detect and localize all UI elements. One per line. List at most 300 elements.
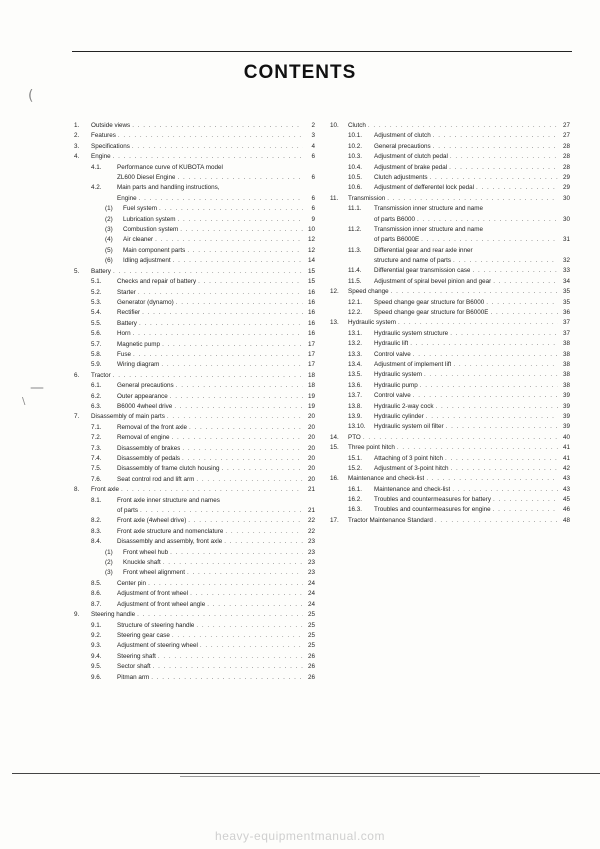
toc-entry-title: of parts B6000E — [374, 236, 420, 244]
toc-leader-dots — [484, 298, 558, 308]
toc-entry — [330, 412, 570, 422]
toc-entry-page: 19 — [307, 402, 315, 410]
toc-entry-page: 20 — [307, 465, 315, 473]
toc-entry-title: Combustion system — [123, 226, 179, 234]
toc-entry-number: (3) — [105, 569, 113, 577]
toc-entry — [74, 131, 315, 141]
toc-entry — [74, 173, 315, 183]
toc-entry — [74, 204, 315, 214]
toc-entry-number: 13.9. — [348, 412, 363, 420]
toc-entry-title: Adjustment of 3-point hitch — [374, 464, 449, 472]
toc-entry-number: 6. — [74, 371, 80, 379]
toc-entry-page: 27 — [562, 132, 570, 140]
toc-entry — [330, 194, 570, 204]
toc-entry-page: 14 — [307, 257, 315, 265]
toc-entry-page: 17 — [307, 340, 315, 348]
toc-entry-number: 14. — [330, 433, 339, 441]
toc-entry-title: Removal of the front axle — [117, 423, 188, 431]
toc-entry-number: 4.1. — [91, 163, 102, 171]
toc-entry-title: Speed change gear structure for B6000 — [374, 298, 485, 306]
toc-entry-number: (2) — [105, 215, 113, 223]
toc-entry-page: 38 — [562, 371, 570, 379]
toc-entry-title: Idling adjustment — [123, 257, 171, 265]
toc-leader-dots — [170, 631, 303, 641]
toc-entry — [74, 454, 315, 464]
toc-entry-page: 12 — [307, 236, 315, 244]
toc-entry-page: 20 — [307, 423, 315, 431]
toc-entry-page: 39 — [562, 423, 570, 431]
toc-entry — [74, 496, 315, 506]
toc-entry-page: 20 — [307, 455, 315, 462]
toc-entry — [74, 308, 315, 318]
toc-entry-title: Steering shaft — [117, 652, 156, 660]
toc-entry-number: 7.6. — [91, 475, 102, 483]
toc-entry — [74, 558, 315, 568]
toc-entry — [330, 474, 570, 484]
toc-entry-page: 19 — [307, 392, 315, 400]
page-title: CONTENTS — [243, 62, 357, 83]
toc-entry-title: Front wheel hub — [123, 548, 169, 556]
toc-entry-title: Main parts and handling instructions, — [117, 184, 220, 192]
toc-entry-page: 18 — [307, 382, 315, 390]
toc-entry — [74, 537, 315, 547]
toc-leader-dots — [168, 548, 303, 558]
toc-left-column — [74, 121, 315, 683]
toc-entry-number: 10.3. — [348, 153, 363, 161]
toc-entry-number: 11.1. — [348, 205, 362, 213]
toc-entry-page: 24 — [307, 579, 315, 587]
toc-entry — [74, 464, 315, 474]
toc-leader-dots — [415, 215, 558, 225]
toc-entry-title: PTO — [348, 433, 361, 441]
toc-entry-title: Front wheel alignment — [123, 569, 185, 577]
toc-leader-dots — [176, 215, 304, 225]
toc-entry-number: 13.7. — [348, 392, 363, 400]
toc-entry-page: 15 — [307, 267, 315, 275]
toc-leader-dots — [396, 318, 558, 328]
toc-entry-page: 24 — [307, 590, 315, 598]
toc-entry-title: Tractor — [91, 371, 111, 379]
toc-entry-title: Differential gear and rear axle inner — [374, 246, 473, 254]
toc-entry-page: 41 — [562, 454, 570, 462]
toc-entry-title: General precautions — [374, 142, 431, 150]
toc-leader-dots — [418, 381, 558, 391]
toc-entry — [330, 464, 570, 474]
toc-entry-number: 9.6. — [91, 673, 102, 681]
toc-entry — [330, 298, 570, 308]
toc-entry-title: Fuse — [117, 350, 131, 358]
toc-entry-number: 6.2. — [91, 392, 102, 400]
toc-leader-dots — [431, 131, 558, 141]
toc-leader-dots — [156, 652, 303, 662]
toc-entry — [330, 516, 570, 526]
toc-leader-dots — [419, 235, 558, 245]
toc-entry-title: Control valve — [374, 350, 411, 358]
toc-entry-number: 3. — [74, 142, 80, 150]
toc-entry — [330, 433, 570, 443]
toc-leader-dots — [223, 527, 303, 537]
toc-entry — [330, 308, 570, 318]
toc-leader-dots — [187, 423, 303, 433]
toc-leader-dots — [168, 392, 303, 402]
toc-entry-page: 31 — [562, 236, 570, 244]
toc-entry-title: Starter — [117, 288, 136, 296]
toc-leader-dots — [444, 422, 558, 432]
toc-entry-number: (2) — [105, 559, 113, 567]
toc-leader-dots — [196, 277, 303, 287]
toc-entry-number: (6) — [105, 257, 113, 265]
toc-entry-number: 5.8. — [91, 350, 102, 358]
toc-entry-page: 29 — [562, 173, 570, 181]
toc-entry-page: 3 — [311, 132, 315, 140]
toc-entry — [74, 152, 315, 162]
toc-entry-title: structure and name of parts — [374, 257, 452, 265]
toc-entry-title: Battery — [91, 267, 111, 275]
toc-leader-dots — [222, 537, 303, 547]
toc-entry-page: 45 — [562, 496, 570, 504]
toc-entry-title: Adjustment of defferentel lock pedal — [374, 184, 474, 192]
toc-leader-dots — [175, 173, 303, 183]
toc-entry — [74, 319, 315, 329]
toc-entry-title: Rectifier — [117, 309, 141, 317]
toc-entry — [74, 475, 315, 485]
toc-entry-number: 4. — [74, 153, 80, 161]
toc-entry-title: Clutch adjustments — [374, 173, 428, 181]
toc-leader-dots — [180, 444, 303, 454]
toc-entry-number: 16.3. — [348, 506, 363, 514]
toc-entry-title: Generator (dynamo) — [117, 298, 174, 306]
toc-entry-number: 10. — [330, 122, 339, 129]
toc-leader-dots — [153, 235, 303, 245]
toc-entry-number: 9.2. — [91, 631, 102, 639]
toc-leader-dots — [161, 558, 303, 568]
toc-leader-dots — [185, 568, 303, 578]
toc-entry-number: 10.6. — [348, 184, 363, 192]
toc-entry — [330, 391, 570, 401]
toc-entry-page: 28 — [562, 142, 570, 150]
toc-leader-dots — [131, 329, 303, 339]
toc-entry-number: 9.4. — [91, 652, 102, 660]
toc-leader-dots — [130, 142, 303, 152]
toc-entry — [74, 506, 315, 516]
toc-entry-title: Engine — [91, 153, 111, 161]
toc-leader-dots — [488, 308, 558, 318]
toc-leader-dots — [491, 495, 558, 505]
toc-entry-title: Attaching of 3 point hitch — [374, 454, 443, 462]
toc-entry-page: 17 — [307, 361, 315, 369]
toc-entry — [74, 527, 315, 537]
toc-entry-number: 4.2. — [91, 184, 102, 192]
toc-entry-page: 40 — [562, 433, 570, 441]
toc-entry-number: 16. — [330, 475, 339, 483]
toc-entry-number: 5.4. — [91, 309, 102, 317]
toc-entry — [330, 402, 570, 412]
toc-entry — [74, 673, 315, 683]
toc-entry-page: 20 — [307, 413, 315, 421]
toc-entry-number: 13.2. — [348, 340, 363, 348]
toc-entry-page: 43 — [562, 475, 570, 483]
toc-entry-title: Specifications — [91, 142, 130, 150]
toc-entry-title: Transmission — [348, 194, 386, 202]
toc-entry — [330, 183, 570, 193]
toc-entry-page: 37 — [562, 329, 570, 337]
toc-entry-number: 10.4. — [348, 163, 363, 171]
toc-entry-title: Front axle inner structure and names — [117, 496, 220, 504]
toc-entry — [74, 568, 315, 578]
toc-entry-title: Speed change — [348, 288, 389, 296]
toc-entry — [74, 288, 315, 298]
toc-leader-dots — [433, 516, 558, 526]
toc-leader-dots — [385, 194, 558, 204]
toc-entry-page: 16 — [307, 298, 315, 306]
toc-entry-title: Adjustment of implement lift — [374, 360, 452, 368]
toc-entry-title: Steering handle — [91, 611, 136, 619]
toc-entry-page: 48 — [562, 516, 570, 524]
toc-entry-title: Differential gear transmission case — [374, 267, 471, 275]
toc-entry-page: 25 — [307, 642, 315, 650]
toc-entry-page: 16 — [307, 309, 315, 317]
toc-entry-page: 23 — [307, 559, 315, 567]
toc-entry — [74, 392, 315, 402]
toc-entry — [330, 485, 570, 495]
toc-entry-page: 16 — [307, 319, 315, 327]
toc-entry — [74, 516, 315, 526]
toc-entry-number: 13.5. — [348, 371, 363, 379]
toc-entry-title: Maintenance and check-list — [374, 485, 451, 493]
toc-entry-title: Removal of engine — [117, 434, 170, 442]
toc-entry-number: 12.2. — [348, 309, 363, 317]
toc-entry-page: 17 — [307, 350, 315, 358]
toc-entry-number: 6.3. — [91, 402, 102, 410]
toc-entry-number: 8.2. — [91, 517, 102, 525]
toc-leader-dots — [411, 350, 558, 360]
toc-entry-page: 36 — [562, 309, 570, 317]
toc-entry — [74, 662, 315, 672]
toc-entry-number: 5.1. — [91, 278, 102, 286]
toc-entry-number: 16.2. — [348, 496, 363, 504]
toc-entry-number: 5.5. — [91, 319, 102, 327]
toc-entry-page: 38 — [562, 381, 570, 389]
toc-entry-number: 13. — [330, 319, 339, 327]
margin-mark: \ — [22, 396, 26, 407]
toc-entry — [74, 225, 315, 235]
toc-entry-number: 5.9. — [91, 361, 102, 369]
margin-mark: ( — [28, 88, 34, 104]
toc-leader-dots — [178, 225, 303, 235]
toc-entry — [74, 402, 315, 412]
toc-entry-title: Hydraulic system — [348, 319, 396, 327]
toc-entry-page: 2 — [311, 122, 315, 129]
toc-entry — [330, 370, 570, 380]
toc-leader-dots — [431, 142, 558, 152]
toc-entry-title: Magnetic pump — [117, 340, 161, 348]
toc-leader-dots — [119, 485, 303, 495]
watermark: heavy-equipmentmanual.com — [215, 829, 385, 843]
toc-leader-dots — [174, 381, 303, 391]
toc-leader-dots — [361, 433, 558, 443]
toc-entry-page: 6 — [311, 153, 315, 161]
toc-entry-title: Adjustment of steering wheel — [117, 642, 198, 650]
toc-entry-title: Maintenance and check-list — [348, 475, 425, 483]
toc-entry-title: Steering gear case — [117, 631, 170, 639]
toc-leader-dots — [449, 464, 558, 474]
toc-entry-page: 9 — [311, 215, 315, 223]
toc-entry — [330, 173, 570, 183]
toc-entry-title: Wiring diagram — [117, 361, 160, 369]
toc-entry-number: 2. — [74, 132, 80, 140]
toc-entry-number: 12.1. — [348, 298, 363, 306]
top-rule — [72, 51, 572, 52]
bottom-rule — [12, 773, 600, 774]
toc-entry-title: Disassembly of frame clutch housing — [117, 465, 220, 473]
toc-entry-title: Hydraulic cylinder — [374, 412, 424, 420]
toc-entry-title: Sector shaft — [117, 663, 151, 671]
toc-entry-page: 39 — [562, 402, 570, 410]
toc-entry — [74, 412, 315, 422]
toc-leader-dots — [188, 589, 303, 599]
toc-entry-title: Features — [91, 132, 116, 140]
toc-entry-page: 30 — [562, 215, 570, 223]
toc-entry-title: Engine — [117, 194, 137, 202]
toc-leader-dots — [389, 287, 558, 297]
toc-entry-title: of parts B6000 — [374, 215, 415, 223]
toc-entry-number: 8.5. — [91, 579, 102, 587]
toc-leader-dots — [411, 391, 558, 401]
toc-entry — [330, 246, 570, 256]
toc-entry-page: 23 — [307, 548, 315, 556]
toc-entry-page: 38 — [562, 360, 570, 368]
toc-entry — [330, 287, 570, 297]
toc-entry-title: Structure of steering handle — [117, 621, 195, 629]
toc-entry — [74, 600, 315, 610]
toc-entry-page: 39 — [562, 412, 570, 420]
toc-entry-number: 5.2. — [91, 288, 102, 296]
toc-entry-title: ZL600 Diesel Engine — [117, 174, 176, 182]
toc-leader-dots — [491, 277, 558, 287]
toc-entry — [74, 631, 315, 641]
toc-entry-number: 8.1. — [91, 496, 102, 504]
toc-entry-page: 30 — [562, 194, 570, 202]
toc-entry-page: 25 — [307, 621, 315, 629]
toc-entry-page: 27 — [562, 122, 570, 129]
toc-leader-dots — [205, 600, 303, 610]
toc-entry — [74, 256, 315, 266]
toc-entry-title: Outside views — [91, 122, 131, 129]
toc-entry-number: 9. — [74, 611, 80, 619]
toc-entry-number: 7. — [74, 413, 80, 421]
toc-leader-dots — [451, 360, 558, 370]
toc-entry-page: 20 — [307, 475, 315, 483]
toc-leader-dots — [171, 256, 303, 266]
toc-leader-dots — [408, 339, 558, 349]
toc-entry — [330, 142, 570, 152]
toc-leader-dots — [137, 194, 303, 204]
toc-leader-dots — [448, 329, 558, 339]
toc-entry-page: 4 — [311, 142, 315, 150]
toc-entry-page: 37 — [562, 319, 570, 327]
toc-entry-title: Air cleaner — [123, 236, 154, 244]
toc-entry — [74, 589, 315, 599]
toc-entry-title: Disassembly of main parts — [91, 413, 165, 421]
toc-entry — [74, 621, 315, 631]
toc-leader-dots — [157, 204, 303, 214]
toc-entry-number: 7.2. — [91, 434, 102, 442]
toc-leader-dots — [111, 267, 303, 277]
toc-entry — [330, 350, 570, 360]
toc-entry-title: Battery — [117, 319, 137, 327]
toc-entry-number: 16.1. — [348, 485, 363, 493]
toc-leader-dots — [130, 121, 303, 131]
toc-entry-title: Disassembly of pedals — [117, 455, 180, 462]
toc-entry — [330, 318, 570, 328]
toc-entry-title: General precautions — [117, 382, 174, 390]
toc-entry-page: 16 — [307, 330, 315, 338]
toc-entry-number: 11.4. — [348, 267, 362, 275]
toc-right-column — [330, 121, 570, 526]
toc-entry-title: Outer appearance — [117, 392, 168, 400]
toc-leader-dots — [186, 516, 303, 526]
toc-leader-dots — [146, 579, 303, 589]
toc-leader-dots — [111, 371, 303, 381]
toc-entry-number: 8. — [74, 486, 80, 494]
toc-leader-dots — [491, 505, 558, 515]
toc-entry-page: 39 — [562, 392, 570, 400]
toc-entry — [330, 277, 570, 287]
toc-entry-title: Control valve — [374, 392, 411, 400]
toc-entry — [74, 350, 315, 360]
toc-entry-number: 13.4. — [348, 360, 363, 368]
toc-entry-number: 7.4. — [91, 455, 102, 462]
toc-leader-dots — [116, 131, 303, 141]
toc-leader-dots — [424, 474, 558, 484]
toc-entry-number: 12. — [330, 288, 339, 296]
toc-entry-title: Horn — [117, 330, 131, 338]
toc-entry-number: 8.7. — [91, 600, 102, 608]
toc-entry-page: 26 — [307, 652, 315, 660]
toc-entry-page: 29 — [562, 184, 570, 192]
toc-entry-page: 35 — [562, 298, 570, 306]
toc-entry — [74, 610, 315, 620]
toc-entry-title: Hydraulic pump — [374, 381, 418, 389]
toc-entry-title: Performance curve of KUBOTA model — [117, 163, 223, 171]
toc-leader-dots — [174, 298, 303, 308]
toc-entry-title: Lubrication system — [123, 215, 176, 223]
toc-entry-title: Tractor Maintenance Standard — [348, 516, 433, 524]
toc-entry-page: 46 — [562, 506, 570, 514]
toc-entry — [330, 121, 570, 131]
toc-entry-page: 25 — [307, 631, 315, 639]
toc-entry-page: 23 — [307, 538, 315, 546]
toc-entry-page: 34 — [562, 277, 570, 285]
toc-entry-page: 10 — [307, 226, 315, 234]
toc-entry-number: 15.1. — [348, 454, 363, 462]
toc-entry-page: 28 — [562, 153, 570, 161]
toc-entry — [74, 433, 315, 443]
toc-entry-number: 5.3. — [91, 298, 102, 306]
toc-entry-title: Troubles and countermeasures for battery — [374, 496, 492, 504]
toc-entry-page: 16 — [307, 288, 315, 296]
toc-entry — [74, 163, 315, 173]
toc-entry — [74, 652, 315, 662]
toc-leader-dots — [434, 402, 559, 412]
toc-entry-page: 32 — [562, 257, 570, 265]
toc-entry-title: Checks and repair of battery — [117, 278, 197, 286]
toc-entry-page: 6 — [311, 174, 315, 182]
toc-leader-dots — [450, 485, 558, 495]
toc-entry — [74, 340, 315, 350]
toc-entry-number: (1) — [105, 548, 113, 556]
toc-entry-number: 8.4. — [91, 538, 102, 546]
